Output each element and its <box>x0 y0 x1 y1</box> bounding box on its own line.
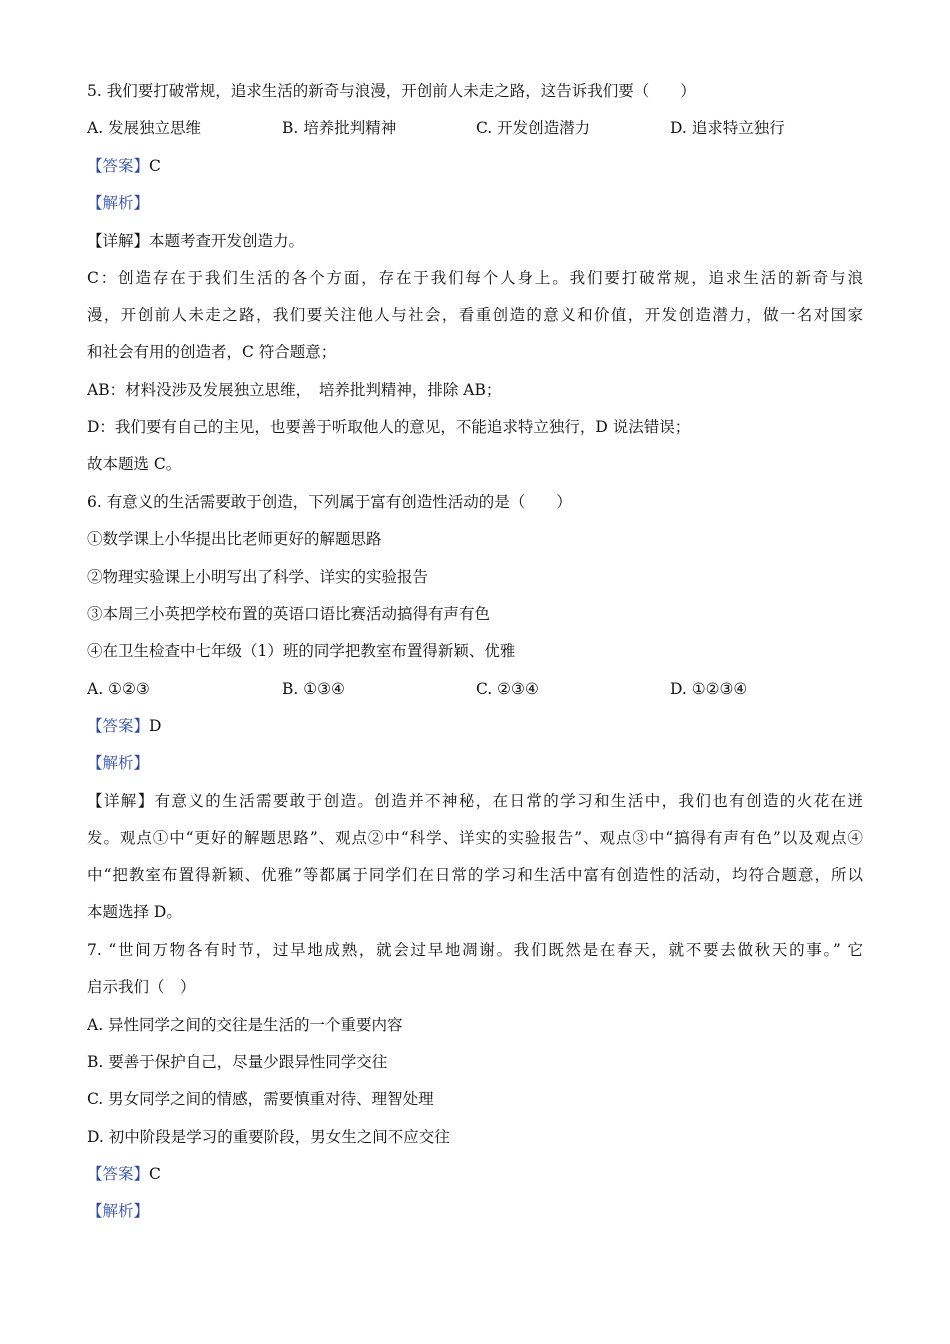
q5-option-a: A. 发展独立思维 <box>87 119 202 137</box>
answer-label: 【答案】 <box>87 157 150 175</box>
q6-detail-line: 本题选择 D。 <box>87 903 182 921</box>
q6-option-c: C. ②③④ <box>476 680 539 698</box>
q5-stem: 5. 我们要打破常规，追求生活的新奇与浪漫，开创前人未走之路，这告诉我们要（ ） <box>87 82 696 100</box>
q6-option-d: D. ①②③④ <box>670 680 748 698</box>
q6-option-a: A. ①②③ <box>87 680 150 698</box>
q6-item: ④在卫生检查中七年级（1）班的同学把教室布置得新颖、优雅 <box>87 642 516 660</box>
q5-detail-line: 【详解】本题考查开发创造力。 <box>87 232 305 250</box>
q7-answer <box>87 1163 161 1185</box>
q6-item: ③本周三小英把学校布置的英语口语比赛活动搞得有声有色 <box>87 605 491 623</box>
q7-analysis-label: 【解析】 <box>87 1202 150 1220</box>
q5-detail-line: C：创造存在于我们生活的各个方面，存在于我们每个人身上。我们要打破常规，追求生活的新奇与浪 <box>87 269 863 287</box>
q6-analysis-label: 【解析】 <box>87 754 150 772</box>
q5-option-b: B. 培养批判精神 <box>282 119 397 137</box>
q5-detail-line: 漫，开创前人未走之路，我们要关注他人与社会，看重创造的意义和价值，开发创造潜力，做一名对国家 <box>87 306 863 324</box>
q7-option-b: B. 要善于保护自己，尽量少跟异性同学交往 <box>87 1053 388 1071</box>
q6-item: ②物理实验课上小明写出了科学、详实的实验报告 <box>87 568 429 586</box>
q7-stem-line: 7. “世间万物各有时节，过早地成熟，就会过早地凋谢。我们既然是在春天，就不要去做秋天的事。” 它 <box>87 941 863 959</box>
q6-detail-line: 【详解】有意义的生活需要敢于创造。创造并不神秘，在日常的学习和生活中，我们也有创造的火花在迸 <box>87 792 863 810</box>
q7-option-a: A. 异性同学之间的交往是生活的一个重要内容 <box>87 1016 403 1034</box>
q5-analysis-label: 【解析】 <box>87 194 150 212</box>
q7-option-d: D. 初中阶段是学习的重要阶段，男女生之间不应交往 <box>87 1128 450 1146</box>
q6-answer <box>87 715 161 737</box>
answer-value: C <box>149 157 161 175</box>
answer-value: D <box>149 717 162 735</box>
q5-detail-line: 和社会有用的创造者，C 符合题意； <box>87 343 337 361</box>
q6-detail-line: 发。观点①中“更好的解题思路”、观点②中“科学、详实的实验报告”、观点③中“搞得有声有色”以及观点④ <box>87 829 863 847</box>
q7-stem-line: 启示我们（ ） <box>87 978 196 996</box>
answer-value: C <box>149 1165 161 1183</box>
q6-stem: 6. 有意义的生活需要敢于创造，下列属于富有创造性活动的是（ ） <box>87 493 572 511</box>
q5-detail-line: AB：材料没涉及发展独立思维， 培养批判精神，排除 AB； <box>87 381 502 399</box>
q5-detail-line: D：我们要有自己的主见，也要善于听取他人的意见，不能追求特立独行，D 说法错误； <box>87 418 691 436</box>
q6-detail-line: 中“把教室布置得新颖、优雅”等都属于同学们在日常的学习和生活中富有创造性的活动，均符合题意，所以 <box>87 866 863 884</box>
q5-option-c: C. 开发创造潜力 <box>476 119 591 137</box>
answer-label: 【答案】 <box>87 717 150 735</box>
q5-answer <box>87 155 161 177</box>
q5-detail-line: 故本题选 C。 <box>87 455 182 473</box>
q6-option-b: B. ①③④ <box>282 680 345 698</box>
answer-label: 【答案】 <box>87 1165 150 1183</box>
q5-option-d: D. 追求特立独行 <box>670 119 785 137</box>
q7-option-c: C. 男女同学之间的情感，需要慎重对待、理智处理 <box>87 1090 434 1108</box>
q6-item: ①数学课上小华提出比老师更好的解题思路 <box>87 530 382 548</box>
